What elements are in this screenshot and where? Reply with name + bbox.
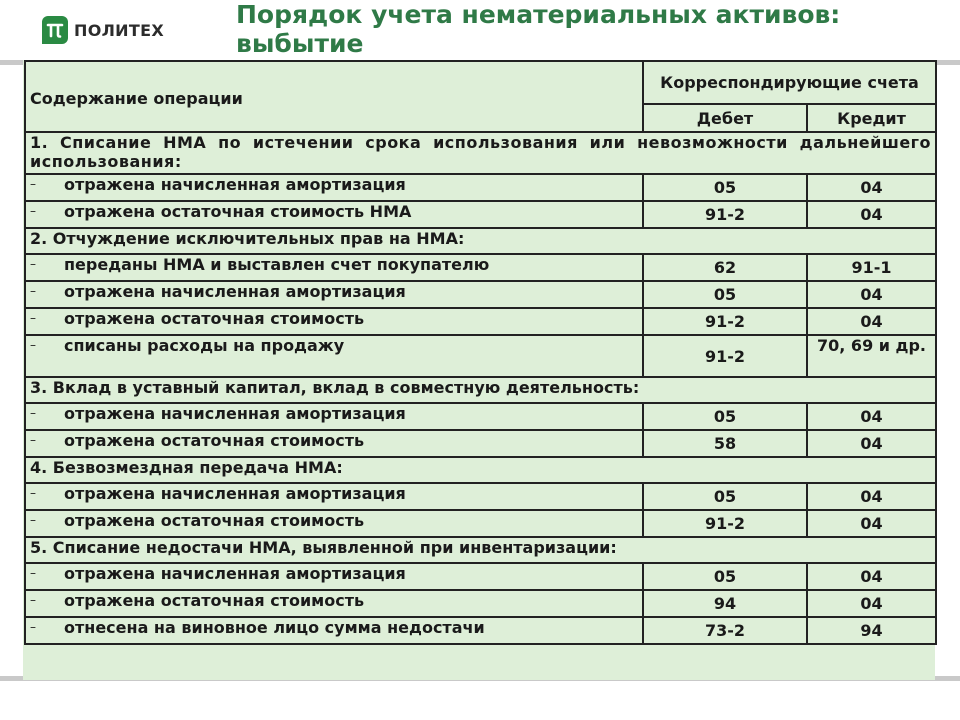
operation-text: отражена остаточная стоимость — [64, 511, 365, 530]
credit-cell: 94 — [807, 617, 936, 644]
debit-cell: 91-2 — [643, 201, 807, 228]
operation-text: переданы НМА и выставлен счет покупателю — [64, 255, 490, 274]
header-operation: Содержание операции — [25, 61, 643, 132]
section-title: 4. Безвозмездная передача НМА: — [25, 457, 936, 483]
dash-marker: – — [30, 406, 36, 420]
debit-cell: 58 — [643, 430, 807, 457]
table-row — [25, 483, 936, 510]
operation-cell — [25, 510, 643, 537]
dash-marker: – — [30, 566, 36, 580]
credit-cell: 04 — [807, 201, 936, 228]
operation-cell — [25, 254, 643, 281]
debit-cell: 62 — [643, 254, 807, 281]
section-title: 1. Списание НМА по истечении срока использования или невозможности дальнейшего использования: — [25, 132, 936, 174]
dash-marker: – — [30, 338, 36, 352]
table-row — [25, 510, 936, 537]
section-title: 2. Отчуждение исключительных прав на НМА: — [25, 228, 936, 254]
dash-marker: – — [30, 513, 36, 527]
operation-cell — [25, 335, 643, 377]
debit-cell: 05 — [643, 281, 807, 308]
operation-cell — [25, 563, 643, 590]
operation-text: отражена начисленная амортизация — [64, 564, 406, 583]
dash-marker: – — [30, 486, 36, 500]
credit-cell: 04 — [807, 430, 936, 457]
credit-cell: 04 — [807, 174, 936, 201]
section-row — [25, 377, 936, 403]
credit-cell: 04 — [807, 510, 936, 537]
operation-cell — [25, 590, 643, 617]
credit-cell: 04 — [807, 281, 936, 308]
operation-text: отражена остаточная стоимость — [64, 591, 365, 610]
credit-cell: 91-1 — [807, 254, 936, 281]
table-row — [25, 590, 936, 617]
table-row — [25, 308, 936, 335]
header-row — [25, 61, 936, 104]
debit-cell: 91-2 — [643, 308, 807, 335]
operation-text: отражена остаточная стоимость НМА — [64, 202, 412, 221]
table-row — [25, 174, 936, 201]
header-debit: Дебет — [643, 104, 807, 132]
credit-cell: 04 — [807, 483, 936, 510]
header-corresponding-accounts: Корреспондирующие счета — [643, 61, 936, 104]
header-credit: Кредит — [807, 104, 936, 132]
logo — [42, 16, 164, 44]
dash-marker: – — [30, 284, 36, 298]
operation-text: отражена начисленная амортизация — [64, 175, 406, 194]
table-row — [25, 201, 936, 228]
operation-text: отражена остаточная стоимость — [64, 431, 365, 450]
dash-marker: – — [30, 204, 36, 218]
table-row — [25, 430, 936, 457]
operation-cell — [25, 430, 643, 457]
credit-cell: 04 — [807, 590, 936, 617]
dash-marker: – — [30, 620, 36, 634]
operation-cell — [25, 403, 643, 430]
operation-text: отражена остаточная стоимость — [64, 309, 365, 328]
dash-marker: – — [30, 257, 36, 271]
credit-cell: 04 — [807, 563, 936, 590]
operation-text: отражена начисленная амортизация — [64, 484, 406, 503]
debit-cell: 05 — [643, 483, 807, 510]
dash-marker: – — [30, 593, 36, 607]
accounting-table — [24, 60, 937, 645]
table-row — [25, 563, 936, 590]
operation-cell — [25, 281, 643, 308]
section-title: 3. Вклад в уставный капитал, вклад в совместную деятельность: — [25, 377, 936, 403]
dash-marker: – — [30, 433, 36, 447]
table-row — [25, 335, 936, 377]
operation-cell — [25, 201, 643, 228]
debit-cell: 05 — [643, 403, 807, 430]
table-row — [25, 281, 936, 308]
credit-cell: 70, 69 и др. — [807, 335, 936, 377]
operation-cell — [25, 308, 643, 335]
debit-cell: 05 — [643, 563, 807, 590]
section-row — [25, 537, 936, 563]
operation-text: отражена начисленная амортизация — [64, 404, 406, 423]
operation-cell — [25, 617, 643, 644]
debit-cell: 91-2 — [643, 510, 807, 537]
debit-cell: 73-2 — [643, 617, 807, 644]
section-row — [25, 132, 936, 174]
operation-text: отражена начисленная амортизация — [64, 282, 406, 301]
debit-cell: 91-2 — [643, 335, 807, 377]
debit-cell: 94 — [643, 590, 807, 617]
section-title: 5. Списание недостачи НМА, выявленной при инвентаризации: — [25, 537, 936, 563]
table-row — [25, 254, 936, 281]
logo-text: ПОЛИТЕХ — [74, 20, 164, 40]
credit-cell: 04 — [807, 403, 936, 430]
section-row — [25, 457, 936, 483]
dash-marker: – — [30, 311, 36, 325]
table-row — [25, 617, 936, 644]
operation-text: отнесена на виновное лицо сумма недостачи — [64, 618, 485, 637]
operation-cell — [25, 483, 643, 510]
dash-marker: – — [30, 177, 36, 191]
section-row — [25, 228, 936, 254]
debit-cell: 05 — [643, 174, 807, 201]
table-row — [25, 403, 936, 430]
pi-letter-icon — [42, 16, 68, 44]
credit-cell: 04 — [807, 308, 936, 335]
page-title: Порядок учета нематериальных активов: выбытие — [236, 0, 841, 58]
operation-text: списаны расходы на продажу — [64, 336, 345, 355]
operation-cell — [25, 174, 643, 201]
